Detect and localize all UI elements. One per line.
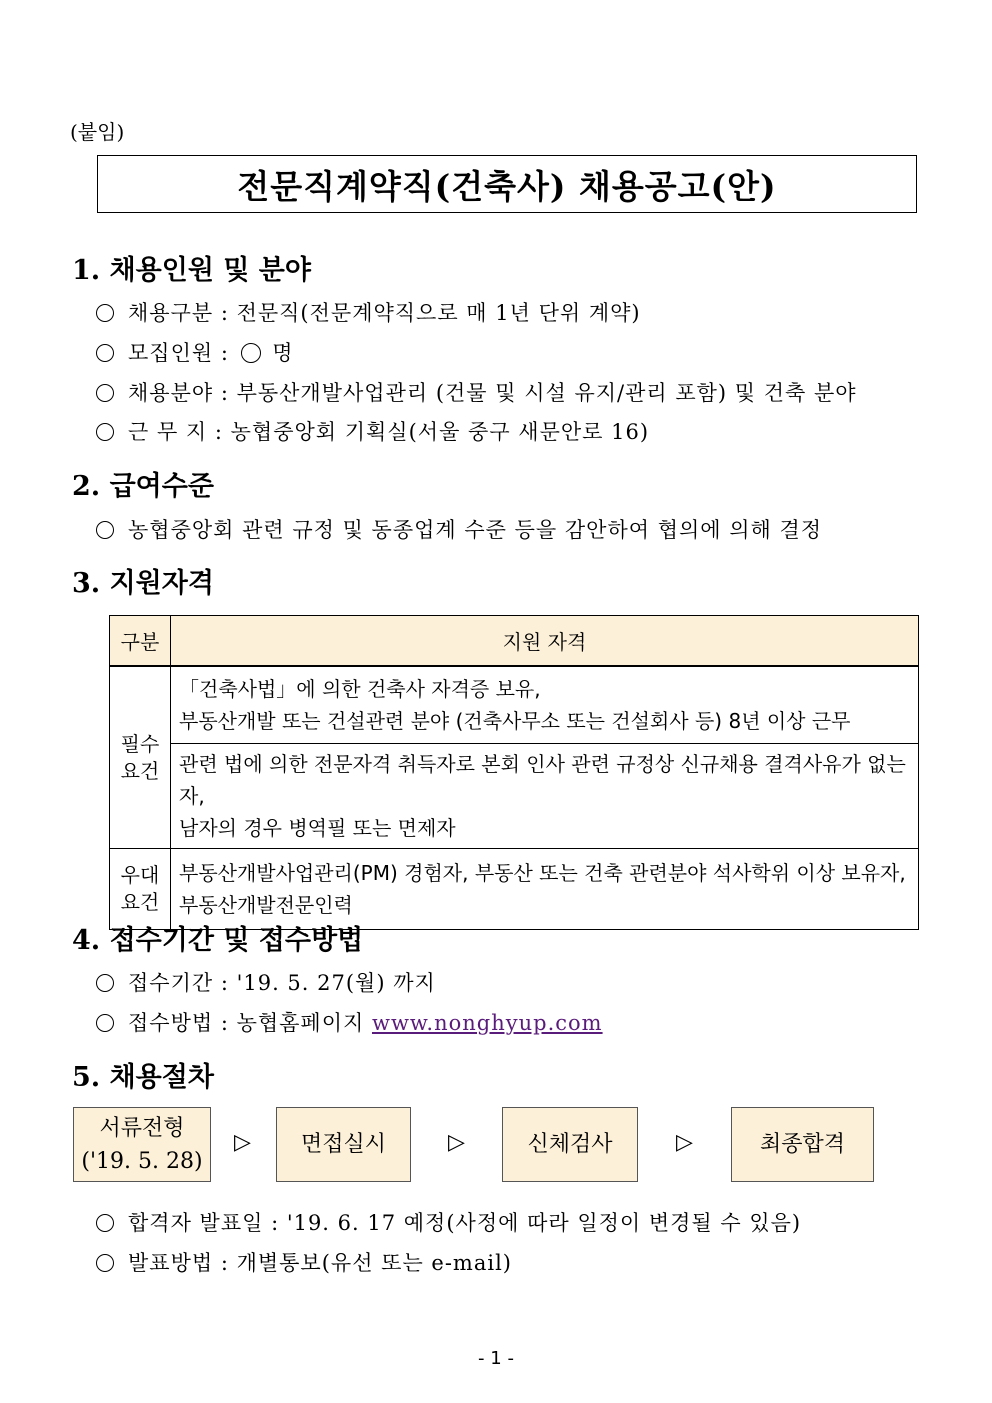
preferred-label: 우대 요건	[110, 849, 171, 930]
bullet-circle-icon	[96, 384, 114, 402]
attachment-label: (붙임)	[70, 120, 125, 144]
homepage-link[interactable]: www.nonghyup.com	[371, 1011, 603, 1035]
step-final-pass: 최종합격	[731, 1107, 874, 1182]
bullet-circle-icon	[96, 974, 114, 992]
bullet-circle-icon	[96, 423, 114, 441]
required-label: 필수 요건	[110, 666, 171, 849]
section-4-heading: 4. 접수기간 및 접수방법	[72, 925, 364, 956]
bullet-field: 채용분야 : 부동산개발사업관리 (건물 및 시설 유지/관리 포함) 및 건축 분야	[96, 377, 857, 407]
section-5-heading: 5. 채용절차	[72, 1062, 214, 1093]
section-2-heading: 2. 급여수준	[72, 471, 214, 502]
bullet-circle-icon	[96, 344, 114, 362]
bullet-application-method: 접수방법 : 농협홈페이지 www.nonghyup.com	[96, 1007, 603, 1037]
step-arrow-icon: ▷	[234, 1130, 251, 1155]
bullet-headcount: 모집인원 : 명	[96, 337, 294, 367]
bullet-application-period: 접수기간 : '19. 5. 27(월) 까지	[96, 967, 436, 997]
section-1-heading: 1. 채용인원 및 분야	[72, 255, 311, 286]
required-row-1: 「건축사법」에 의한 건축사 자격증 보유, 부동산개발 또는 건설관련 분야 (건축사무소 또는 건설회사 등) 8년 이상 근무	[171, 666, 919, 744]
document-title: 전문직계약직(건축사) 채용공고(안)	[237, 166, 777, 206]
step-medical-exam: 신체검사	[502, 1107, 638, 1182]
blank-count-circle-icon	[241, 343, 261, 363]
bullet-announcement-date: 합격자 발표일 : '19. 6. 17 예정(사정에 따라 일정이 변경될 수 있음)	[96, 1207, 801, 1237]
bullet-circle-icon	[96, 1014, 114, 1032]
step-arrow-icon: ▷	[448, 1130, 465, 1155]
preferred-row: 부동산개발사업관리(PM) 경험자, 부동산 또는 건축 관련분야 석사학위 이상 보유자, 부동산개발전문인력	[171, 849, 919, 930]
table-header-requirements: 지원 자격	[171, 616, 919, 667]
bullet-workplace: 근 무 지 : 농협중앙회 기획실(서울 중구 새문안로 16)	[96, 416, 649, 446]
bullet-circle-icon	[96, 304, 114, 322]
table-header-category: 구분	[110, 616, 171, 667]
bullet-announcement-method: 발표방법 : 개별통보(유선 또는 e-mail)	[96, 1247, 512, 1277]
step-interview: 면접실시	[276, 1107, 411, 1182]
step-document-screening: 서류전형 ('19. 5. 28)	[73, 1107, 211, 1182]
bullet-circle-icon	[96, 1214, 114, 1232]
page-number: - 1 -	[478, 1348, 514, 1369]
bullet-circle-icon	[96, 521, 114, 539]
step-arrow-icon: ▷	[676, 1130, 693, 1155]
qualification-table	[109, 615, 919, 930]
section-3-heading: 3. 지원자격	[72, 568, 214, 599]
bullet-salary: 농협중앙회 관련 규정 및 동종업계 수준 등을 감안하여 협의에 의해 결정	[96, 514, 822, 544]
required-row-2: 관련 법에 의한 전문자격 취득자로 본회 인사 관련 규정상 신규채용 결격사유가 없는 자, 남자의 경우 병역필 또는 면제자	[171, 744, 919, 849]
bullet-employment-type: 채용구분 : 전문직(전문계약직으로 매 1년 단위 계약)	[96, 297, 641, 327]
bullet-circle-icon	[96, 1254, 114, 1272]
title-box	[97, 155, 917, 213]
